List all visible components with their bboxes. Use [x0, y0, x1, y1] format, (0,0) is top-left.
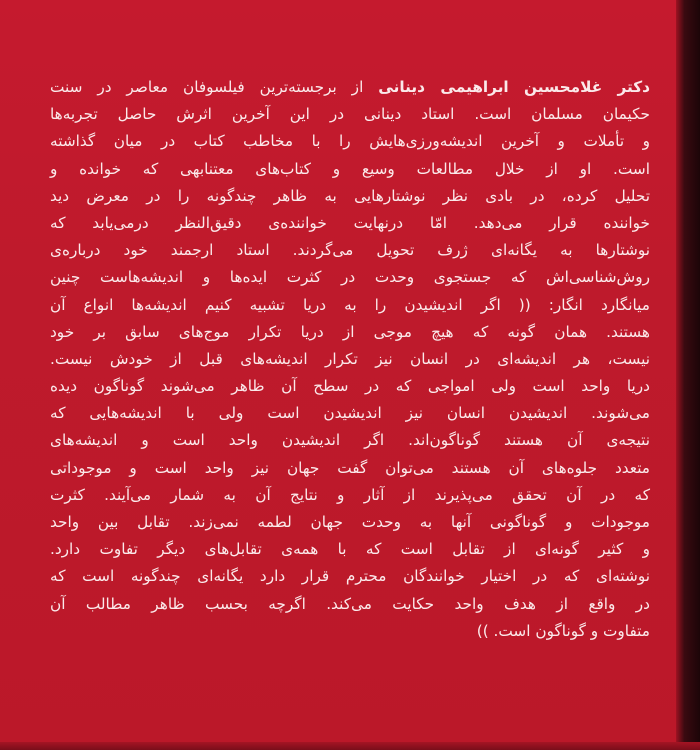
blurb-line: خواننده قرار می‌دهد. امّا درنهایت خواننده‌ی دقیق‌النظر درمی‌یابد که: [50, 213, 650, 232]
blurb-line: می‌شوند. اندیشیدن انسان نیز اندیشیدن است ولی با اندیشه‌هایی که: [50, 404, 650, 423]
blurb-line: حکیمان مسلمان است. استاد دینانی در این آخرین اثرش حاصل تجربه‌ها: [50, 105, 650, 124]
blurb-line-last: متفاوت و گوناگون است. )): [476, 621, 650, 640]
blurb-line: متعدد جلوه‌های آن هستند می‌توان گفت جهان نیز واحد است و موجوداتی: [50, 458, 650, 477]
blurb-line: نوشتارها به یگانه‌ای ژرف تحویل می‌گردند. استاد ارجمند خود درباره‌ی: [50, 241, 650, 260]
blurb-line: هستند. همان گونه که هیچ موجی از دریا تکرار موج‌های سابق بر خود: [50, 322, 650, 341]
blurb-line-1: [50, 74, 650, 101]
blurb-line: نتیجه‌ی آن هستند گوناگون‌اند. اگر اندیشیدن واحد است و اندیشه‌های: [50, 431, 650, 450]
blurb-line: تحلیل کرده، در بادی نظر نوشتارهایی به ظاهر چندگونه را در معرض دید: [50, 186, 650, 205]
blurb-line: و کثیر گونه‌ای از تقابل است که با همه‌ی تقابل‌های دیگر تفاوت دارد.: [50, 540, 650, 559]
blurb-line: است. او از خلال مطالعات وسیع و کتاب‌های معتنابهی که خوانده و: [50, 159, 650, 178]
blurb-line: دریا واحد است ولی امواجی که در سطح آن ظاهر می‌شوند گوناگون دیده: [50, 377, 650, 396]
blurb-text: [50, 74, 650, 645]
blurb-line: که در آن تحقق می‌پذیرند از آثار و نتایج آن به شمار می‌آیند. کثرت: [50, 485, 650, 504]
blurb-line: نوشته‌ای که در اختیار خوانندگان محترم قرار دارد یگانه‌ای چندگونه است که: [50, 567, 650, 586]
blurb-line: روش‌شناسی‌اش که جستجوی وحدت در کثرت ایده‌ها و اندیشه‌هاست چنین: [50, 268, 650, 287]
blurb-line: موجودات و گوناگونی آنها به وحدت جهان لطمه نمی‌زند. تقابل بین واحد: [50, 513, 650, 531]
blurb-line: و تأملات و آخرین اندیشه‌ورزی‌هایش را با مخاطب کتاب در میان گذاشته: [50, 132, 650, 151]
book-bottom-edge: [0, 742, 700, 750]
blurb-line: میانگارد انگار: (( اگر اندیشیدن را به دریا تشبیه کنیم اندیشه‌ها انواع آن: [50, 295, 650, 314]
blurb-line: در واقع از هدف واحد حکایت می‌کند. اگرچه بحسب ظاهر مطالب آن: [50, 594, 650, 613]
blurb-line-1-rest: از برجسته‌ترین فیلسوفان معاصر در سنت: [50, 78, 379, 96]
author-name: دکتر غلامحسین ابراهیمی دینانی: [378, 78, 651, 96]
blurb-line: نیست، هر اندیشه‌ای در انسان نیز تکرار اندیشه‌های قبل از خودش نیست.: [50, 349, 650, 368]
book-spine-edge: [676, 0, 700, 750]
